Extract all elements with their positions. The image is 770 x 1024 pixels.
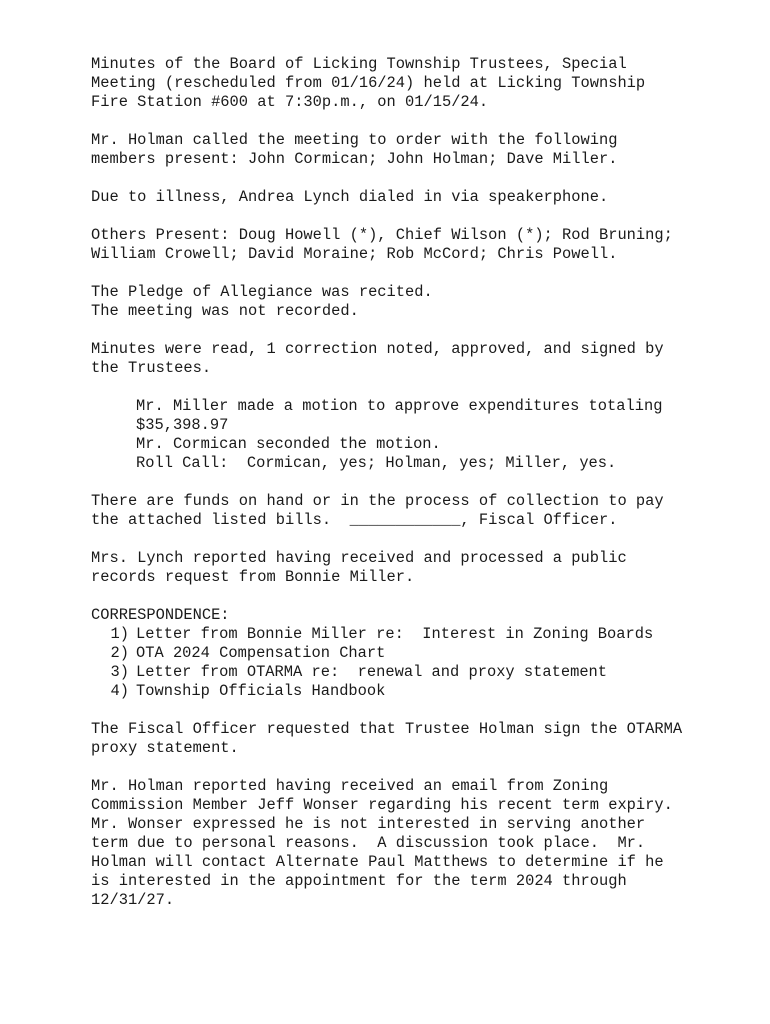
motion-block <box>91 397 731 473</box>
list-number: 1) <box>110 625 129 643</box>
paragraph-line: The Pledge of Allegiance was recited. <box>91 283 433 301</box>
minutes-document <box>91 55 731 910</box>
funds-paragraph <box>91 492 731 530</box>
paragraph-line: is interested in the appointment for the term 2024 through <box>91 872 627 890</box>
list-text: OTA 2024 Compensation Chart <box>136 644 386 662</box>
list-number: 4) <box>110 682 129 700</box>
motion-line: $35,398.97 <box>136 416 229 434</box>
header-line: Fire Station #600 at 7:30p.m., on 01/15/24. <box>91 93 489 111</box>
meeting-header <box>91 55 731 112</box>
paragraph-line: Mr. Holman reported having received an email from Zoning <box>91 777 609 795</box>
fiscal-officer-signature-line: the attached listed bills. ____________, Fiscal Officer. <box>91 511 618 529</box>
header-line: Meeting (rescheduled from 01/16/24) held at Licking Township <box>91 74 646 92</box>
motion-line: Mr. Cormican seconded the motion. <box>136 435 441 453</box>
motion-line: Mr. Miller made a motion to approve expenditures totaling <box>136 397 663 415</box>
minutes-paragraph <box>91 340 731 378</box>
correspondence-heading: CORRESPONDENCE: <box>91 606 230 624</box>
roll-call-line: Roll Call: Cormican, yes; Holman, yes; Miller, yes. <box>136 454 617 472</box>
paragraph-line: members present: John Cormican; John Holman; Dave Miller. <box>91 150 618 168</box>
paragraph-line: Holman will contact Alternate Paul Matthews to determine if he <box>91 853 664 871</box>
paragraph-line: Minutes were read, 1 correction noted, approved, and signed by <box>91 340 664 358</box>
list-item <box>91 644 731 663</box>
paragraph-line: the Trustees. <box>91 359 212 377</box>
list-item <box>91 682 731 701</box>
list-text: Letter from Bonnie Miller re: Interest in Zoning Boards <box>136 625 654 643</box>
list-text: Township Officials Handbook <box>136 682 386 700</box>
paragraph-line: William Crowell; David Moraine; Rob McCord; Chris Powell. <box>91 245 618 263</box>
paragraph-line: Commission Member Jeff Wonser regarding his recent term expiry. <box>91 796 673 814</box>
paragraph-line: term due to personal reasons. A discussion took place. Mr. <box>91 834 646 852</box>
illness-paragraph <box>91 188 731 207</box>
paragraph-line: The meeting was not recorded. <box>91 302 359 320</box>
paragraph-line: 12/31/27. <box>91 891 175 909</box>
correspondence-section <box>91 606 731 701</box>
paragraph-line: proxy statement. <box>91 739 239 757</box>
list-item <box>91 663 731 682</box>
list-text: Letter from OTARMA re: renewal and proxy statement <box>136 663 608 681</box>
pledge-paragraph <box>91 283 731 321</box>
call-to-order-paragraph <box>91 131 731 169</box>
list-number: 3) <box>110 663 129 681</box>
paragraph-line: Due to illness, Andrea Lynch dialed in via speakerphone. <box>91 188 609 206</box>
fiscal-request-paragraph <box>91 720 731 758</box>
paragraph-line: The Fiscal Officer requested that Trustee Holman sign the OTARMA <box>91 720 683 738</box>
header-line: Minutes of the Board of Licking Township Trustees, Special <box>91 55 627 73</box>
paragraph-line: There are funds on hand or in the process of collection to pay <box>91 492 664 510</box>
paragraph-line: Mr. Holman called the meeting to order with the following <box>91 131 618 149</box>
paragraph-line: Mrs. Lynch reported having received and processed a public <box>91 549 627 567</box>
paragraph-line: Others Present: Doug Howell (*), Chief Wilson (*); Rod Bruning; <box>91 226 673 244</box>
records-request-paragraph <box>91 549 731 587</box>
paragraph-line: Mr. Wonser expressed he is not interested in serving another <box>91 815 646 833</box>
paragraph-line: records request from Bonnie Miller. <box>91 568 415 586</box>
zoning-paragraph <box>91 777 731 910</box>
others-present-paragraph <box>91 226 731 264</box>
list-item <box>91 625 731 644</box>
list-number: 2) <box>110 644 129 662</box>
